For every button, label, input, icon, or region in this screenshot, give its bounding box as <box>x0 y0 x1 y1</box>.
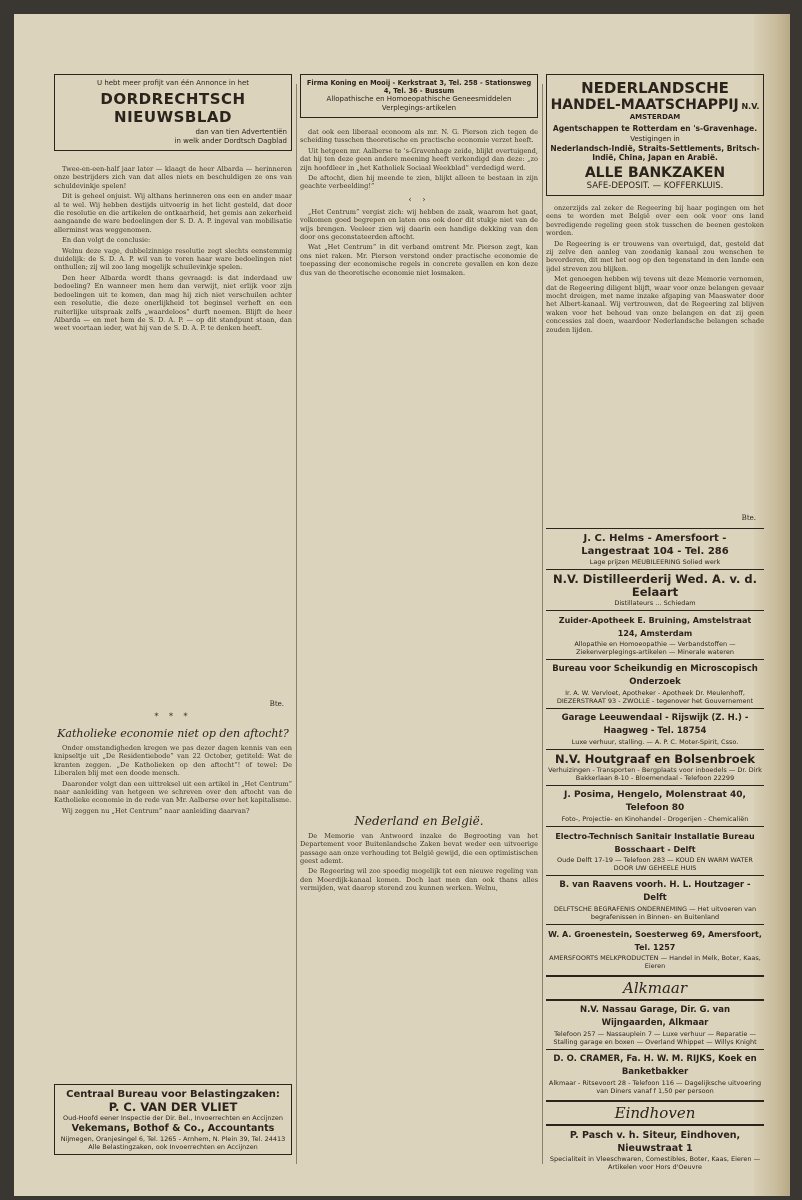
column-2 <box>300 74 538 1162</box>
ad-heading: Bureau voor Scheikundig en Microscopisch Onderzoek <box>552 664 758 687</box>
paragraph: De Regeering wil zoo spoedig mogelijk tot een nieuwe regeling van den Moerdijk-kanaal komen. Doch laat men dan ook thans alles vermijden, wat daarop storend zou kunnen werken. Welnu, <box>300 867 538 893</box>
paragraph: Onder omstandigheden kregen we pas dezer dagen kennis van een knipseltje uit „De Residentiebode” van 22 October, getiteld: Wat de kranten zeggen. „De Katholieken op den aftocht”! of tewel: De Liberalen blij met een doode mensch. <box>54 744 292 778</box>
ad-text: Ir. A. W. Vervloet, Apotheker - Apotheek Dr. Meulenhoff, DIEZERSTRAAT 93 - ZWOLLE - tegenover het Gouvernement <box>556 689 754 705</box>
column-rule <box>542 84 543 1164</box>
ad <box>546 569 764 610</box>
paragraph: Twee-en-een-half jaar later — klaagt de heer Albarda — herinneren onze bestrijders zich van dat alles niets en beschuldigen ze ons van schuldevinkje spelen! <box>54 165 292 190</box>
signature: Bte. <box>741 514 756 522</box>
ad-heading: Zuider-Apotheek E. Bruining, Amstelstraat 124, Amsterdam <box>558 616 752 638</box>
ad-heading: J. Posima, Hengelo, Molenstraat 40, Telefoon 80 <box>564 790 746 813</box>
paragraph: Welnu deze vage, dubbelzinnige resolutie zegt slechts eenstemmig duidelijk: de S. D. A. P. wil van te voren haar ware bedoelingen niet onthullen; zij wil zoo lang mogelijk schuilevinkje spelen. <box>54 246 292 272</box>
signature: Bte. <box>269 700 284 708</box>
ad-text: AMERSFOORTS MELKPRODUCTEN — Handel in Melk, Boter, Kaas, Eieren <box>549 954 761 970</box>
article-katholieke-economie <box>54 744 292 1074</box>
ad <box>546 749 764 785</box>
masthead-line: Vestigingen in <box>630 135 680 143</box>
ad-text: Allopathie en Homoeopathie — Verbandstoffen — Ziekenverplegings-artikelen — Minerale wateren <box>574 640 736 656</box>
ad <box>546 610 764 659</box>
ad-heading: N.V. Distilleerderij Wed. A. v. d. Eelaart <box>553 572 757 599</box>
masthead-title: NEDERLANDSCHE <box>581 79 729 97</box>
section-separator: ‹ › <box>408 194 430 204</box>
masthead-line: Firma Koning en Mooij - Kerkstraat 3, Tel. 258 - Stationsweg 4, Tel. 36 - Bussum <box>306 79 532 95</box>
article-nederland-en-belgie <box>300 832 538 1162</box>
ad-heading: N.V. Nassau Garage, Dir. G. van Wijngaarden, Alkmaar <box>579 1005 731 1028</box>
ad-text: Nijmegen, Oranjesingel 6, Tel. 1265 - Arnhem, N. Plein 39, Tel. 24413 <box>60 1135 286 1143</box>
column-1 <box>54 74 292 1155</box>
paragraph: onzerzijds zal zeker de Regeering bij haar pogingen om het eens te worden met België over een ook voor ons land bevredigende regeling geen stok tusschen de beenen gestoken worden. <box>546 204 764 238</box>
paragraph: Daaronder volgt dan een uittreksel uit een artikel in „Het Centrum” naar aanleiding van hetgeen we schreven over den aftocht van de Katholieke economie in de rede van Mr. Aalberse over het kapitalisme. <box>54 779 292 805</box>
ad-text: Verhuizingen - Transporten - Bergplaats voor inboedels — Dr. Dirk Bakkerlaan 8-10 - Bloemendaal - Telefoon 22299 <box>548 766 762 782</box>
masthead-line: Allopathische en Homoeopathische Geneesmiddelen <box>326 95 512 103</box>
ad-belastingzaken <box>54 1084 292 1155</box>
ad <box>546 875 764 924</box>
ad-text: Lage prijzen MEUBILEERING Solied werk <box>589 558 721 566</box>
masthead-title: ALLE BANKZAKEN <box>584 165 726 181</box>
masthead-line: Verplegings-artikelen <box>381 104 457 112</box>
ad-text: Alkmaar - Ritsevoort 28 - Telefoon 116 — Dagelijksche uitvoering van Diners vanaf f 1,50 per persoon <box>548 1079 762 1095</box>
ad <box>546 924 764 973</box>
paragraph: Wat „Het Centrum” in dit verband omtrent Mr. Pierson zegt, kan ons niet raken. Mr. Pierson verstond onder practische economie de toepassing der economische regels in concrete gevallen en kon deze dus van de theoretische economie niet losmaken. <box>300 243 538 277</box>
article-het-centrum <box>300 208 538 808</box>
paragraph: Met genoegen hebben wij tevens uit deze Memorie vernomen, dat de Regeering diligent blijft, waar voor onze belangen gevaar mocht dreigen, met name inzake afgaping van Maaswater door het Albert-kanaal. Wij vertrouwen, dat de Regeering zal blijven waken voor het behoud van onze belangen en dat zij geen concessies zal doen, waardoor Nederlandsche belangen schade zouden lijden. <box>546 275 764 334</box>
paragraph: Uit hetgeen mr. Aalberse te 's-Gravenhage zeide, blijkt overtuigend, dat hij ten deze geen andere meening heeft verkondigd dan deze: „zo zijn hoofdleer in „het Katholiek Sociaal Weekblad” verdedigd werd. <box>300 146 538 172</box>
masthead-dordrechtsch-nieuwsblad <box>54 74 292 151</box>
article-continued <box>546 204 764 514</box>
ad <box>546 1049 764 1098</box>
ad-text: Telefoon 257 — Nassauplein 7 — Luxe verhuur — Reparatie — Stalling garage en boxen — Overland Whippet — Willys Knight <box>553 1030 757 1046</box>
ads-block <box>546 528 764 973</box>
masthead-title: DORDRECHTSCH NIEUWSBLAD <box>100 90 246 126</box>
ad-heading: P. Pasch v. h. Siteur, Eindhoven, Nieuwstraat 1 <box>569 1130 741 1154</box>
ad <box>546 528 764 569</box>
paragraph: De Regeering is er trouwens van overtuigd, dat, gesteld dat zij zelve den aanleg van zoodanig kanaal zou wenschen te bevorderen, dit met het oog op den tegenstand in den lande een ijdel streven zou blijken. <box>546 239 764 273</box>
masthead-koning-en-mooij <box>300 74 538 118</box>
masthead-line: U hebt meer profijt van één Annonce in het <box>96 79 250 87</box>
section-heading-eindhoven: Eindhoven <box>546 1100 764 1125</box>
masthead-handel-maatschappij <box>546 74 764 196</box>
masthead-line: Agentschappen te Rotterdam en 's-Gravenhage. <box>552 124 758 133</box>
section-heading-alkmaar: Alkmaar <box>546 975 764 1000</box>
article-heading: Nederland en België. <box>354 813 484 828</box>
ad <box>546 659 764 708</box>
paragraph: „Het Centrum” vergist zich: wij hebben de zaak, waarom het gaat, volkomen goed begrepen en laten ons ook door dit stukje niet van de wijs brengen. Veeleer zien wij daarin een handige dekking van den door ons geconstateerden aftocht. <box>300 207 538 242</box>
masthead-line: dan van tien Advertentiën <box>195 128 287 136</box>
ad-heading: P. C. VAN DER VLIET <box>108 1100 238 1114</box>
paragraph: De aftocht, dien hij meende te zien, blijkt alleen te bestaan in zijn geachte verbeelding!” <box>300 174 538 191</box>
ad <box>546 1000 764 1049</box>
ad-text: Specialiteit in Vleeschwaren, Comestibles, Boter, Kaas, Eieren — Artikelen voor Hors d'Oeuvre <box>549 1155 761 1171</box>
masthead-line: in welk ander Dordtsch Dagblad <box>174 137 287 145</box>
ad-text: Foto-, Projectie- en Kinohandel - Drogerijen - Chemicaliën <box>561 815 749 823</box>
paragraph: dat ook een liberaal econoom als mr. N. G. Pierson zich tegen de scheiding tusschen theoretische en practische economie verzet heeft. <box>300 128 538 145</box>
paragraph: Wij zeggen nu „Het Centrum” naar aanleiding daarvan? <box>62 806 250 815</box>
column-3 <box>546 74 764 1174</box>
article-heading: Katholieke economie niet op den aftocht? <box>57 727 289 740</box>
ad-text: Oud-Hoofd eener Inspectie der Dir. Bel., Invoerrechten en Accijnzen <box>62 1114 284 1122</box>
masthead-title: HANDEL-MAATSCHAPPIJ <box>550 97 739 113</box>
masthead-suffix: N.V. <box>741 102 760 111</box>
ad-heading: Centraal Bureau voor Belastingzaken: <box>66 1089 280 1100</box>
masthead-city: AMSTERDAM <box>629 113 681 121</box>
paragraph: Den heer Albarda wordt thans gevraagd: is dat inderdaad uw bedoeling? En wanneer men hem dan verwijt, niet erlijk voor zijn bedoelingen uit te komen, dan mag hij zich niet verschuilen achter een resolutie, die deze onerlijkheid tot beginsel verheft en een ruiterlijke uitspraak zelfs „waardeloos” durft noemen. Blijft de heer Albarda — en met hem de S. D. A. P. — op dit standpunt staan, dan weet voortaan ieder, wat hij van de S. D. A. P. te denken heeft. <box>54 273 292 333</box>
ad-text: DELFTSCHE BEGRAFENIS ONDERNEMING — Het uitvoeren van begrafenissen in Binnen- en Buitenland <box>553 905 757 921</box>
ad-text: Luxe verhuur, stalling. — A. P. C. Moter-Spirit, Csso. <box>571 738 739 746</box>
masthead-line: SAFE-DEPOSIT. — KOFFERKLUIS. <box>586 181 724 191</box>
ad-heading: J. C. Helms - Amersfoort - Langestraat 104 - Tel. 286 <box>581 533 729 557</box>
ad <box>546 785 764 826</box>
ad-text: Alle Belastingzaken, ook Invoerrechten en Accijnzen <box>88 1143 258 1151</box>
ad-heading: D. O. CRAMER, Fa. H. W. M. RIJKS, Koek en Banketbakker <box>553 1054 757 1077</box>
ad-heading: N.V. Houtgraaf en Bolsenbroek <box>554 752 756 766</box>
ad-heading: W. A. Groenestein, Soesterweg 69, Amersfoort, Tel. 1257 <box>548 930 762 952</box>
ad-heading: Vekemans, Bothof & Co., Accountants <box>71 1123 275 1134</box>
ad-heading: B. van Raavens voorh. H. L. Houtzager - Delft <box>559 880 751 903</box>
article-albarda <box>54 165 292 700</box>
paragraph: Dit is geheel onjuist. Wij althans herinneren ons een en ander maar al te wel. Wij hebben destijds uitvoerig in het licht gesteld, dat door die resolutie en die artikelen de ontkaarheid, het gemis aan zekerheid aangaande de ware bedoelingen der S. D. A. P. ingeval van mobilisatie allerminst was weggenomen. <box>54 192 292 234</box>
ad <box>546 1125 764 1174</box>
ad <box>546 826 764 875</box>
ad <box>546 708 764 749</box>
article-continued <box>300 128 538 191</box>
paragraph: En dan volgt de conclusie: <box>62 236 151 245</box>
newspaper-page <box>14 14 790 1196</box>
ad-heading: Electro-Technisch Sanitair Installatie Bureau Bosschaart - Delft <box>555 832 755 854</box>
ad-text: Distillateurs ... Schiedam <box>614 599 696 607</box>
ad-heading: Garage Leeuwendaal - Rijswijk (Z. H.) - Haagweg - Tel. 18754 <box>561 713 749 736</box>
paragraph: De Memorie van Antwoord inzake de Begrooting van het Departement voor Buitenlandsche Zaken bevat weder een uitvoerige passage aan onze verhouding tot België gewijd, die een optimistischen geest ademt. <box>300 831 538 866</box>
column-rule <box>296 84 297 1164</box>
section-separator: * * * <box>154 712 192 721</box>
ad-text: Oude Delft 17-19 — Telefoon 283 — KOUD EN WARM WATER DOOR UW GEHEELE HUIS <box>557 856 753 872</box>
masthead-line: Nederlandsch-Indië, Straits-Settlements, Britsch-Indië, China, Japan en Arabië. <box>550 144 760 162</box>
